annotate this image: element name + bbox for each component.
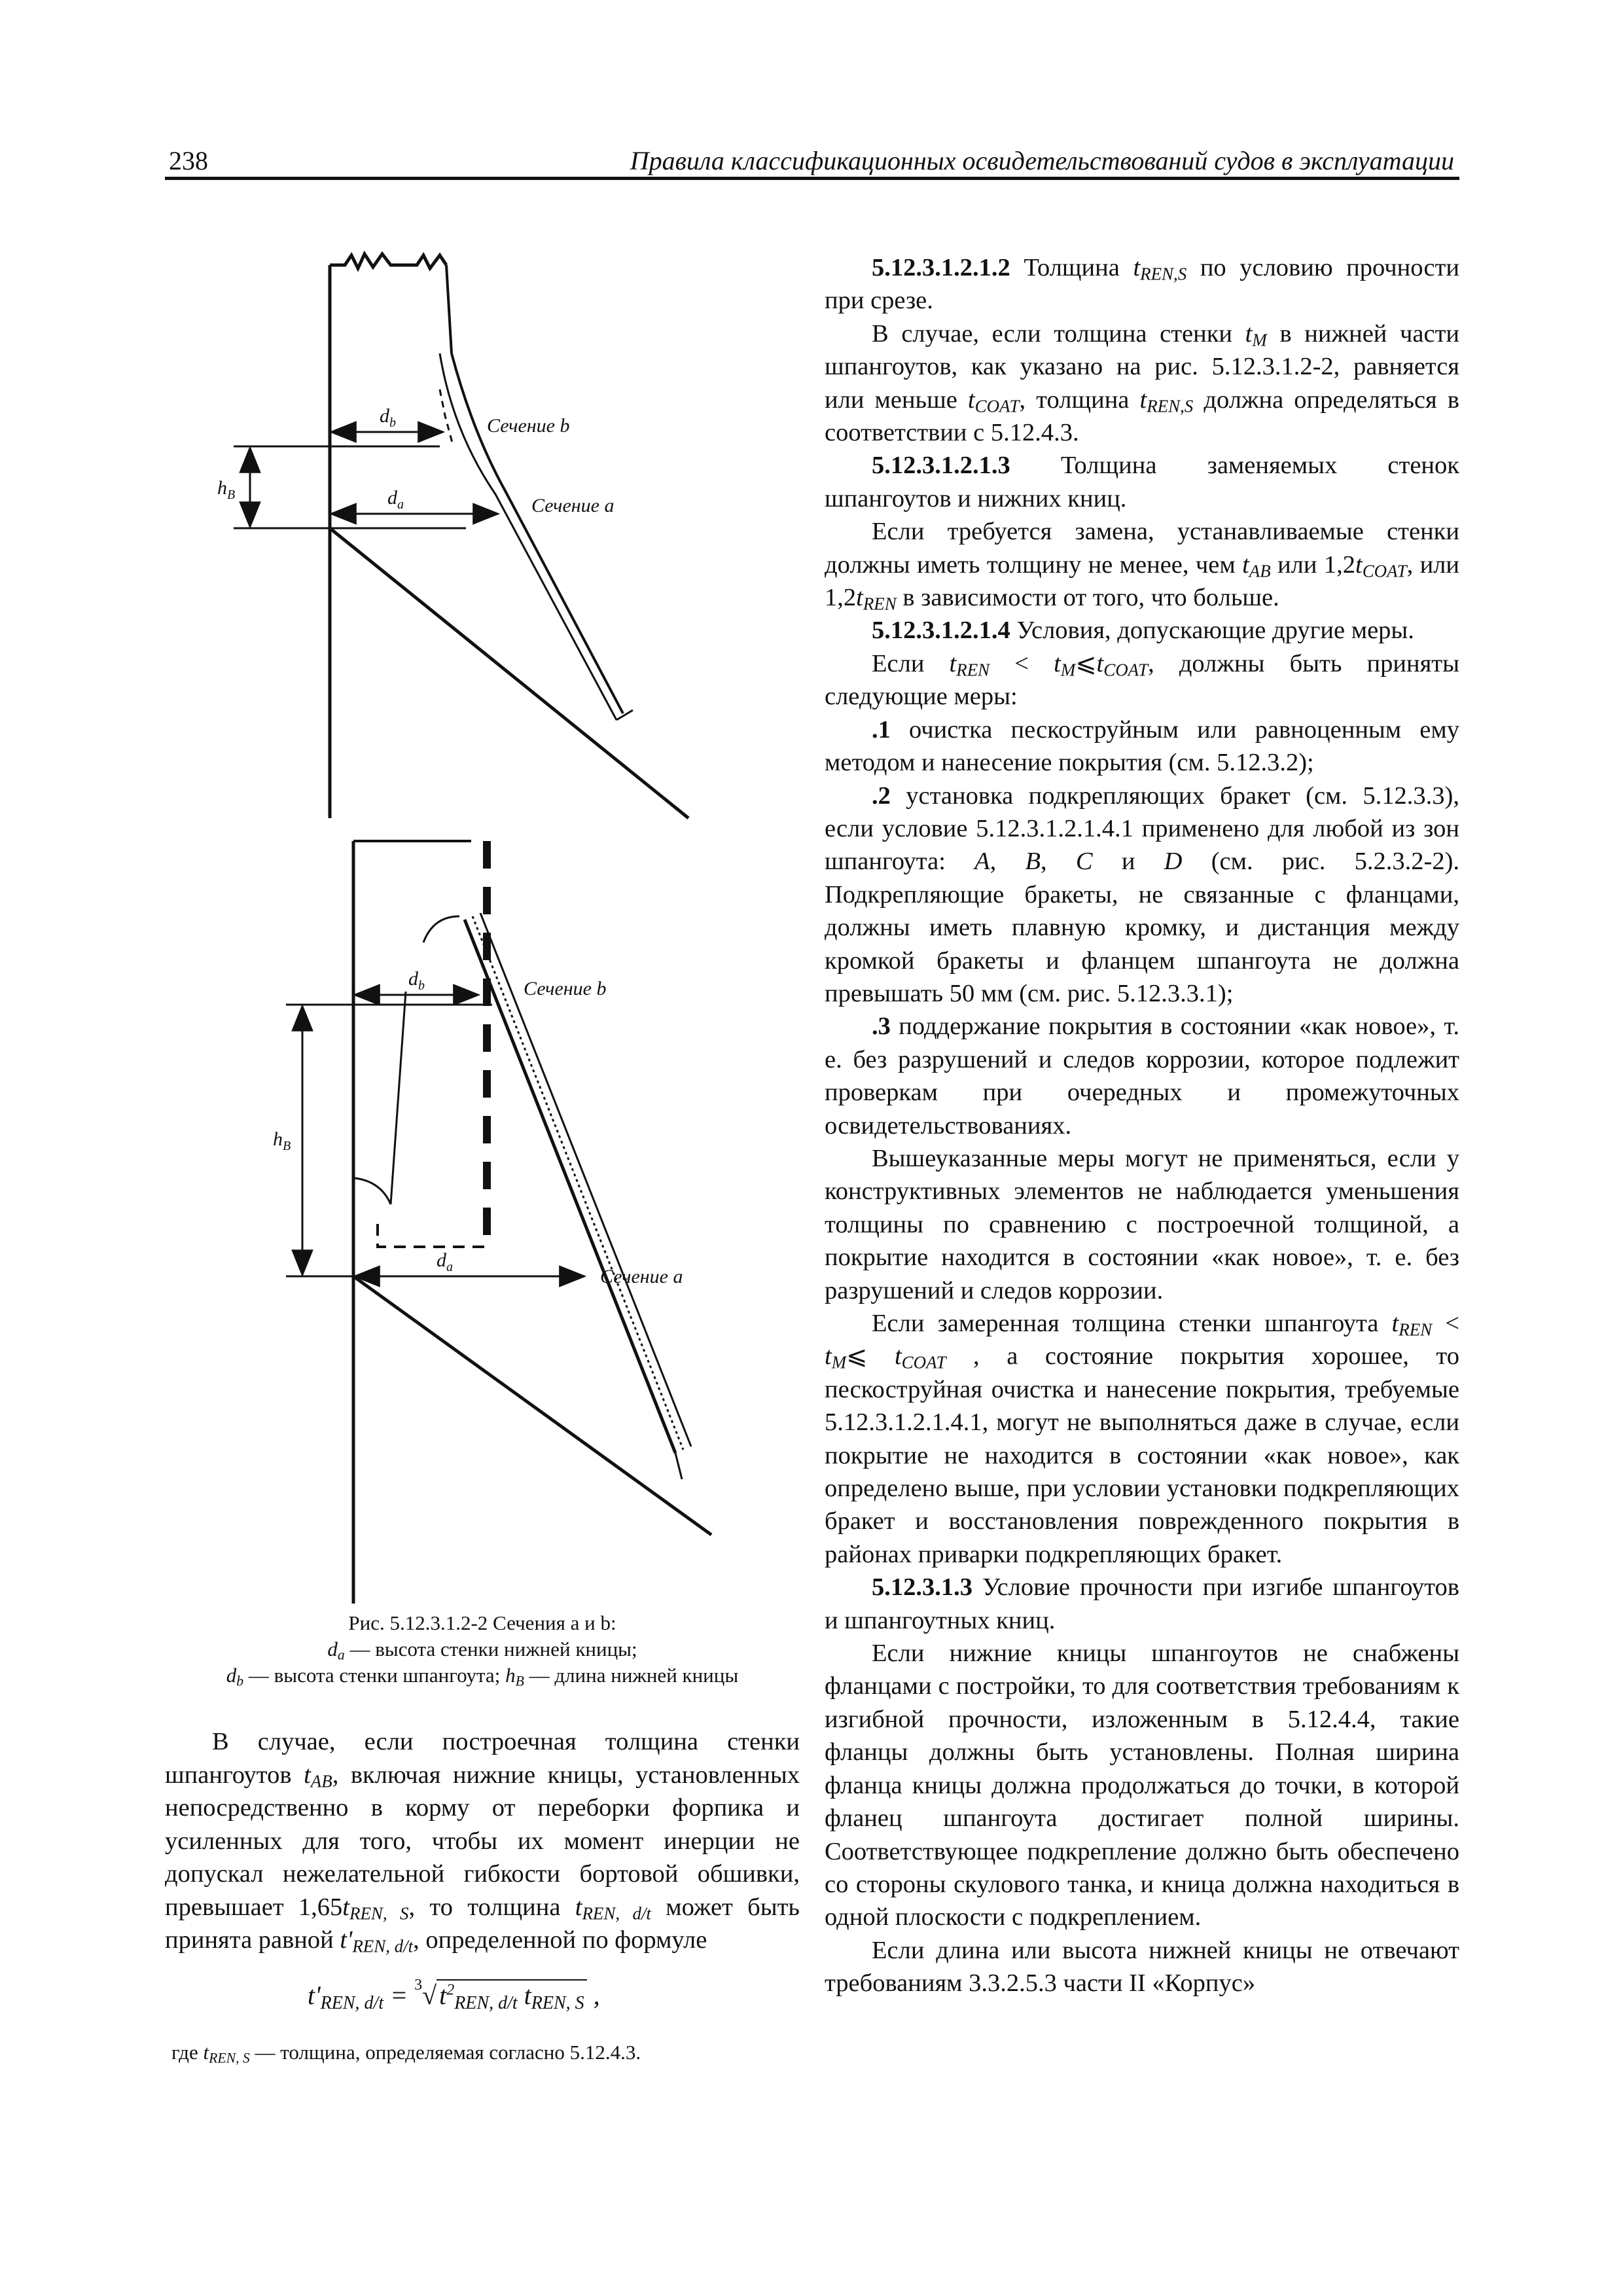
bottom-flange-hook <box>423 916 459 942</box>
para-replacement: Если требуется замена, устанавливаемые стенки должны иметь толщину не менее, чем $t_{AB}$ или $1,2t_{COAT}$, или $1,2t_{REN}$ в зависимости от того, что больше. <box>825 518 1460 614</box>
bottom-hb-label: $h_B$ <box>273 1128 291 1153</box>
bottom-section-b-label: Сечение b <box>524 978 607 999</box>
formula: $t'_{REN, d/t} = ^3√$ $t^2_{REN, d/t}$ $t_{REN, S}$ , <box>308 1977 600 2013</box>
page-number: 238 <box>169 146 208 175</box>
formula-where-note: где $t_{REN, S}$ — толщина, определяемая согласно 5.12.4.3. <box>171 2041 641 2066</box>
top-bracket-diagonal <box>330 528 688 818</box>
para-5-12-3-1-2-1-4: 5.12.3.1.2.1.4 Условия, допускающие другие меры. <box>872 617 1414 645</box>
top-section-a-label: Сечение a <box>531 495 615 516</box>
top-flange-end <box>616 710 633 720</box>
figure-frame-sections <box>165 236 800 1610</box>
list-item-2: .2 установка подкрепляющих бракет (см. 5.12.3.3), если условие 5.12.3.1.2.1.4.1 применено для любой из зон шпангоута: A, B, C и D (см. рис. 5.2.3.2-2). Подкрепляющие бракеты, не связанные с фланцами, должны иметь плавную кромку, и дистанция между кромкой бракеты и фланцем шпангоута не должна превышать 50 мм (см. рис. 5.12.3.3.1); <box>825 781 1460 1007</box>
bottom-flange-stroke-a <box>465 920 675 1453</box>
para-bracket-length: Если длина или высота нижней кницы не отвечают требованиям 3.3.2.5.3 части II «Корпус» <box>825 1936 1459 1998</box>
top-da-label: $d_a$ <box>387 487 404 512</box>
para-5-12-3-1-2-1-3: 5.12.3.1.2.1.3 Толщина заменяемых стенок шпангоутов и нижних книц. <box>825 452 1459 512</box>
para-measures-exception: Вышеуказанные меры могут не применяться, если у конструктивных элементов не наблюдается уменьшения толщины по сравнению с построечной толщиной, а покрытие находится в состоянии «как новое», т. е. без разрушений и следов коррозии. <box>825 1144 1459 1304</box>
bottom-section-a-label: Сечение a <box>600 1266 683 1287</box>
header-rule <box>165 177 1459 180</box>
para-measured-thickness: Если замеренная толщина стенки шпангоута $t_{REN}$ < $t_M⩽$ $t_{COAT}$ , а состояние покрытия хорошее, то пескоструйная очистка и нанесение покрытия, требуемые 5.12.3.1.2.1.4.1, могут не выполняться даже в случае, если покрытие не находится в состоянии «как новое», как определено выше, при условии установки подкрепляющих бракет и восстановления поврежденного покрытия в районах приварки подкрепляющих бракет. <box>825 1310 1459 1568</box>
caption-line-2: $d_a$ — высота стенки нижней кницы; <box>327 1638 637 1663</box>
para-5-12-3-1-2-1-2: 5.12.3.1.2.1.2 Толщина $t_{REN,S}$ по условию прочности при срезе. <box>825 254 1459 315</box>
list-item-1: .1 очистка пескоструйным или равноценным ему методом и нанесение покрытия (см. 5.12.3.2); <box>825 715 1459 777</box>
top-frame-web <box>446 265 452 353</box>
para-flanges: Если нижние кницы шпангоутов не снабжены фланцами с постройки, то для соответствия требованиям к изгибной прочности, изложенным в 5.12.4.4, такие фланцы должны быть установлены. Полная ширина фланца кницы должна продолжаться до точки, в которой фланец шпангоута достигает полной ширины. Соответствующее подкрепление должно быть обеспечено со стороны скулового танка, и кница должна находиться в одной плоскости с подкреплением. <box>825 1640 1459 1931</box>
top-section-b-label: Сечение b <box>487 415 570 437</box>
list-item-3: .3 поддержание покрытия в состоянии «как новое», т. е. без разрушений и следов коррозии, которое подлежит проверкам при очередных и промежуточных освидетельствованиях. <box>825 1013 1459 1139</box>
top-break-line <box>330 254 446 268</box>
running-title: Правила классификационных освидетельствований судов в эксплуатации <box>630 146 1454 175</box>
bottom-db-label: $d_b$ <box>408 968 425 993</box>
left-paragraph: В случае, если построечная толщина стенки шпангоутов $t_{AB}$, включая нижние кницы, установленных непосредственно в корму от переборки форпика и усиленных для того, чтобы их момент инерции не допускал нежелательной гибкости бортовой обшивки, превышает $1,65t_{REN, S}$, то толщина $t_{REN, d/t}$ может быть принята равной $t'_{REN, d/t}$, определенной по формуле <box>165 1728 800 1956</box>
bottom-diagram <box>286 841 711 1604</box>
para-measures-intro: Если $t_{REN}$ < $t_M⩽t_{COAT}$, должны быть приняты следующие меры: <box>825 649 1459 711</box>
caption-line-3: $d_b$ — высота стенки шпангоута; $h_B$ — длина нижней кницы <box>226 1664 739 1689</box>
top-db-label: $d_b$ <box>380 405 396 430</box>
left-column <box>165 1725 800 1957</box>
bottom-bracket-arc <box>355 1178 391 1204</box>
bottom-bracket-curve <box>391 992 406 1204</box>
para-5-12-3-1-3: 5.12.3.1.3 Условие прочности при изгибе шпангоутов и шпангоутных книц. <box>825 1573 1459 1634</box>
top-diagram <box>234 254 688 818</box>
figure-caption <box>165 1610 800 1689</box>
top-hb-label: $h_B$ <box>217 477 236 502</box>
top-frame-flange-outer <box>452 353 623 713</box>
para-shear-condition: В случае, если толщина стенки $t_M$ в нижней части шпангоутов, как указано на рис. 5.12.3.1.2-2, равняется или меньше $t_{COAT}$, толщина $t_{REN,S}$ должна определяться в соответствии с 5.12.4.3. <box>825 319 1459 447</box>
caption-line-1: Рис. 5.12.3.1.2-2 Сечения a и b: <box>348 1611 616 1634</box>
bottom-bracket-dashed-corner <box>378 1224 484 1247</box>
bottom-flange-end <box>675 1453 682 1479</box>
right-column <box>825 251 1459 2000</box>
bottom-da-label: $d_a$ <box>437 1249 453 1274</box>
